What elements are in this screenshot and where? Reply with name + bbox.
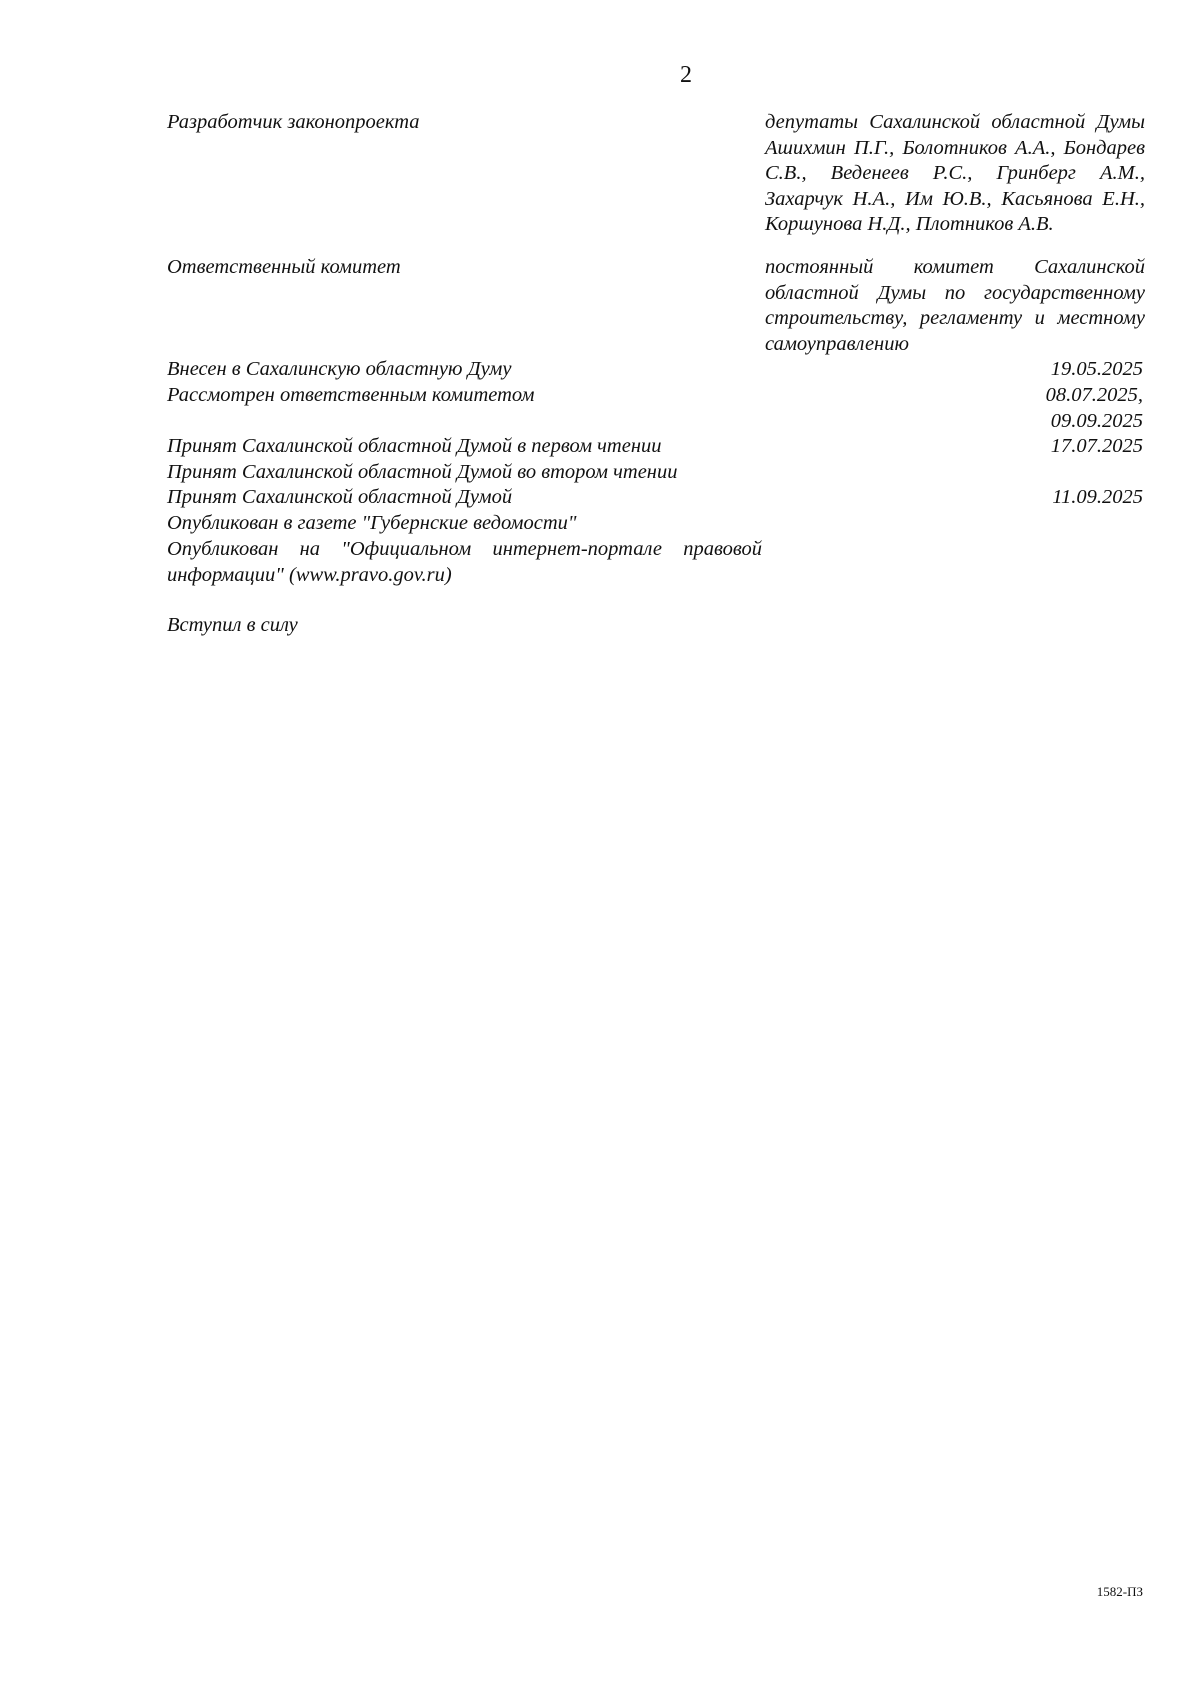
developer-label: Разработчик законопроекта [167,111,420,133]
stage-first-reading-label: Принят Сахалинской областной Думой в первом чтении [167,435,662,457]
stage-reviewed-date-2: 09.09.2025 [1050,410,1143,432]
committee-label: Ответственный комитет [167,256,401,278]
stage-reviewed-date: 08.07.2025, [1045,384,1143,406]
stage-published-portal-label: Опубликован на "Официальном интернет-портале правовой информации" (www.pravo.gov.ru) [167,538,762,586]
page-number: 2 [680,62,692,88]
developer-value: депутаты Сахалинской областной Думы Ашихмин П.Г., Болотников А.А., Бондарев С.В., Веденеев Р.С., Гринберг А.М., Захарчук Н.А., Им Ю.В., Касьянова Е.Н., Коршунова Н.Д., Плотников А.В. [765,111,1145,235]
stage-introduced-date: 19.05.2025 [1050,358,1143,380]
stage-first-reading-date: 17.07.2025 [1050,435,1143,457]
stage-adopted-label: Принят Сахалинской областной Думой [167,486,513,508]
stage-second-reading-label: Принят Сахалинской областной Думой во втором чтении [167,461,678,483]
document-code: 1582-ПЗ [1096,1584,1143,1599]
stage-in-force-label: Вступил в силу [167,614,298,636]
stage-published-newspaper-label: Опубликован в газете "Губернские ведомости" [167,512,577,534]
stage-introduced-label: Внесен в Сахалинскую областную Думу [167,358,512,380]
committee-value: постоянный комитет Сахалинской областной Думы по государственному строительству, регламенту и местному самоуправлению [765,256,1145,355]
stage-adopted-date: 11.09.2025 [1052,486,1143,508]
stage-reviewed-label: Рассмотрен ответственным комитетом [167,384,535,406]
